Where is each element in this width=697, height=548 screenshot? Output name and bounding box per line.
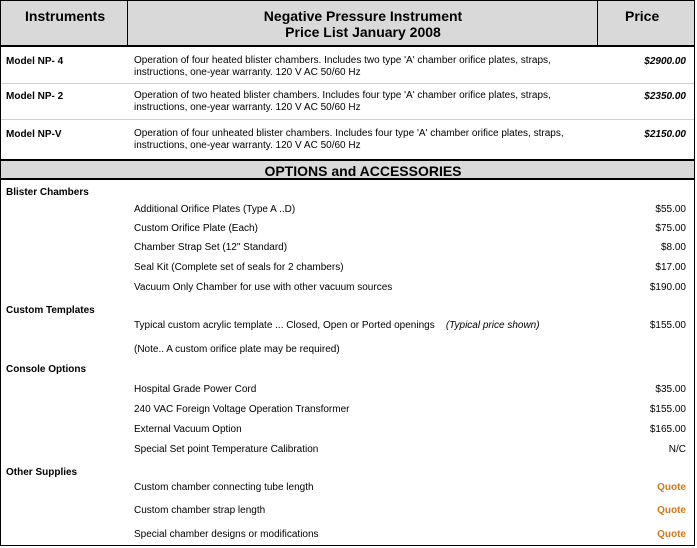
title-line-1: Negative Pressure Instrument <box>263 8 463 24</box>
row-divider <box>1 119 694 120</box>
category-other-supplies: Other Supplies <box>6 467 78 478</box>
category-console-options: Console Options <box>6 364 86 375</box>
option-item: Special Set point Temperature Calibration <box>134 444 319 455</box>
option-price: $55.00 <box>655 204 686 215</box>
option-item: Custom chamber connecting tube length <box>134 482 314 493</box>
category-custom-templates: Custom Templates <box>6 305 95 316</box>
model-price: $2900.00 <box>644 56 686 67</box>
option-item: Special chamber designs or modifications <box>134 529 319 540</box>
title-line-2: Price List January 2008 <box>285 24 441 40</box>
option-item: Vacuum Only Chamber for use with other vacuum sources <box>134 282 393 293</box>
instruments-column-header: Instruments <box>25 8 106 24</box>
option-item: Custom chamber strap length <box>134 505 266 516</box>
options-title: OPTIONS and ACCESSORIES <box>264 163 462 179</box>
option-item: Chamber Strap Set (12" Standard) <box>134 242 288 253</box>
template-note: (Note.. A custom orifice plate may be required) <box>134 344 340 355</box>
option-item: Additional Orifice Plates (Type A ..D) <box>134 204 296 215</box>
template-item-note: (Typical price shown) <box>445 320 540 331</box>
model-name: Model NP- 2 <box>6 91 64 102</box>
header-divider-right <box>597 1 598 45</box>
price-column-header: Price <box>625 8 660 24</box>
price-list-title <box>1 8 697 40</box>
option-price: $165.00 <box>649 424 686 435</box>
option-item: External Vacuum Option <box>134 424 242 435</box>
model-price: $2150.00 <box>644 129 686 140</box>
header-row <box>1 1 694 47</box>
template-item <box>134 320 540 331</box>
model-description: Operation of two heated blister chambers. Includes four type 'A' chamber orifice plates, straps, instructions, one-year warranty. 120 V AC 50/60 Hz <box>134 90 551 113</box>
option-price: $190.00 <box>649 282 686 293</box>
quote-price: Quote <box>657 482 686 493</box>
option-price: N/C <box>668 444 686 455</box>
options-header-bar <box>1 159 694 180</box>
option-price: $155.00 <box>649 320 686 331</box>
model-description: Operation of four heated blister chambers. Includes two type 'A' chamber orifice plates, straps, instructions, one-year warranty. 120 V AC 50/60 Hz <box>134 55 551 78</box>
model-description: Operation of four unheated blister chambers. Includes four type 'A' chamber orifice plates, straps, instructions, one-year warranty. 120 V AC 50/60 Hz <box>134 128 564 151</box>
row-divider <box>1 83 694 84</box>
template-item-name: Typical custom acrylic template ... Closed, Open or Ported openings <box>134 320 435 331</box>
model-name: Model NP-V <box>6 129 62 140</box>
option-price: $155.00 <box>649 404 686 415</box>
option-item: 240 VAC Foreign Voltage Operation Transformer <box>134 404 350 415</box>
option-price: $17.00 <box>655 262 686 273</box>
quote-price: Quote <box>657 505 686 516</box>
option-price: $8.00 <box>660 242 686 253</box>
option-item: Seal Kit (Complete set of seals for 2 chambers) <box>134 262 344 273</box>
model-name: Model NP- 4 <box>6 56 64 67</box>
model-price: $2350.00 <box>644 91 686 102</box>
option-item: Hospital Grade Power Cord <box>134 384 257 395</box>
option-item: Custom Orifice Plate (Each) <box>134 223 258 234</box>
option-price: $35.00 <box>655 384 686 395</box>
option-price: $75.00 <box>655 223 686 234</box>
header-divider-left <box>127 1 128 45</box>
quote-price: Quote <box>657 529 686 540</box>
category-blister-chambers: Blister Chambers <box>6 187 89 198</box>
